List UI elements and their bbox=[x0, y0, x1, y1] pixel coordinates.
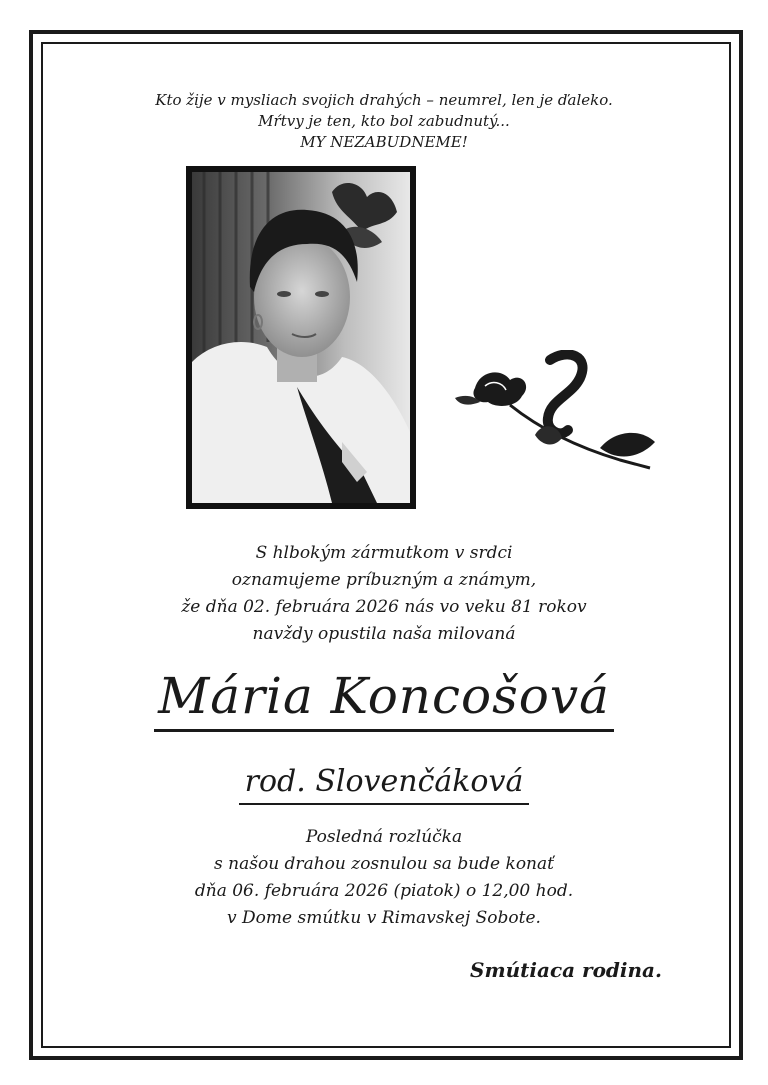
motto-line: Kto žije v mysliach svojich drahých – neumrel, len je ďaleko. bbox=[155, 91, 613, 109]
portrait-photo bbox=[186, 166, 416, 509]
farewell-line: Posledná rozlúčka bbox=[305, 827, 463, 847]
maiden-name-block bbox=[0, 763, 768, 805]
motto-line: Mŕtvy je ten, kto bol zabudnutý... bbox=[258, 112, 510, 130]
rose-icon bbox=[450, 350, 660, 480]
announcement-line: že dňa 02. februára 2026 nás vo veku 81 rokov bbox=[181, 597, 587, 617]
farewell-line: s našou drahou zosnulou sa bude konať bbox=[214, 854, 554, 874]
announcement bbox=[0, 540, 768, 648]
farewell-line: dňa 06. februára 2026 (piatok) o 12,00 hod. bbox=[194, 881, 574, 901]
farewell-info bbox=[0, 824, 768, 932]
motto bbox=[0, 90, 768, 153]
announcement-line: oznamujeme príbuzným a známym, bbox=[231, 570, 537, 590]
announcement-line: navždy opustila naša milovaná bbox=[252, 624, 516, 644]
announcement-line: S hlbokým zármutkom v srdci bbox=[255, 543, 513, 563]
deceased-name-block bbox=[0, 665, 768, 732]
portrait-image bbox=[192, 172, 410, 503]
deceased-name: Mária Koncošová bbox=[154, 665, 614, 732]
motto-line: MY NEZABUDNEME! bbox=[300, 133, 468, 151]
farewell-line: v Dome smútku v Rimavskej Sobote. bbox=[227, 908, 541, 928]
maiden-name: rod. Slovenčáková bbox=[239, 763, 530, 805]
family-signature: Smútiaca rodina. bbox=[470, 958, 662, 982]
